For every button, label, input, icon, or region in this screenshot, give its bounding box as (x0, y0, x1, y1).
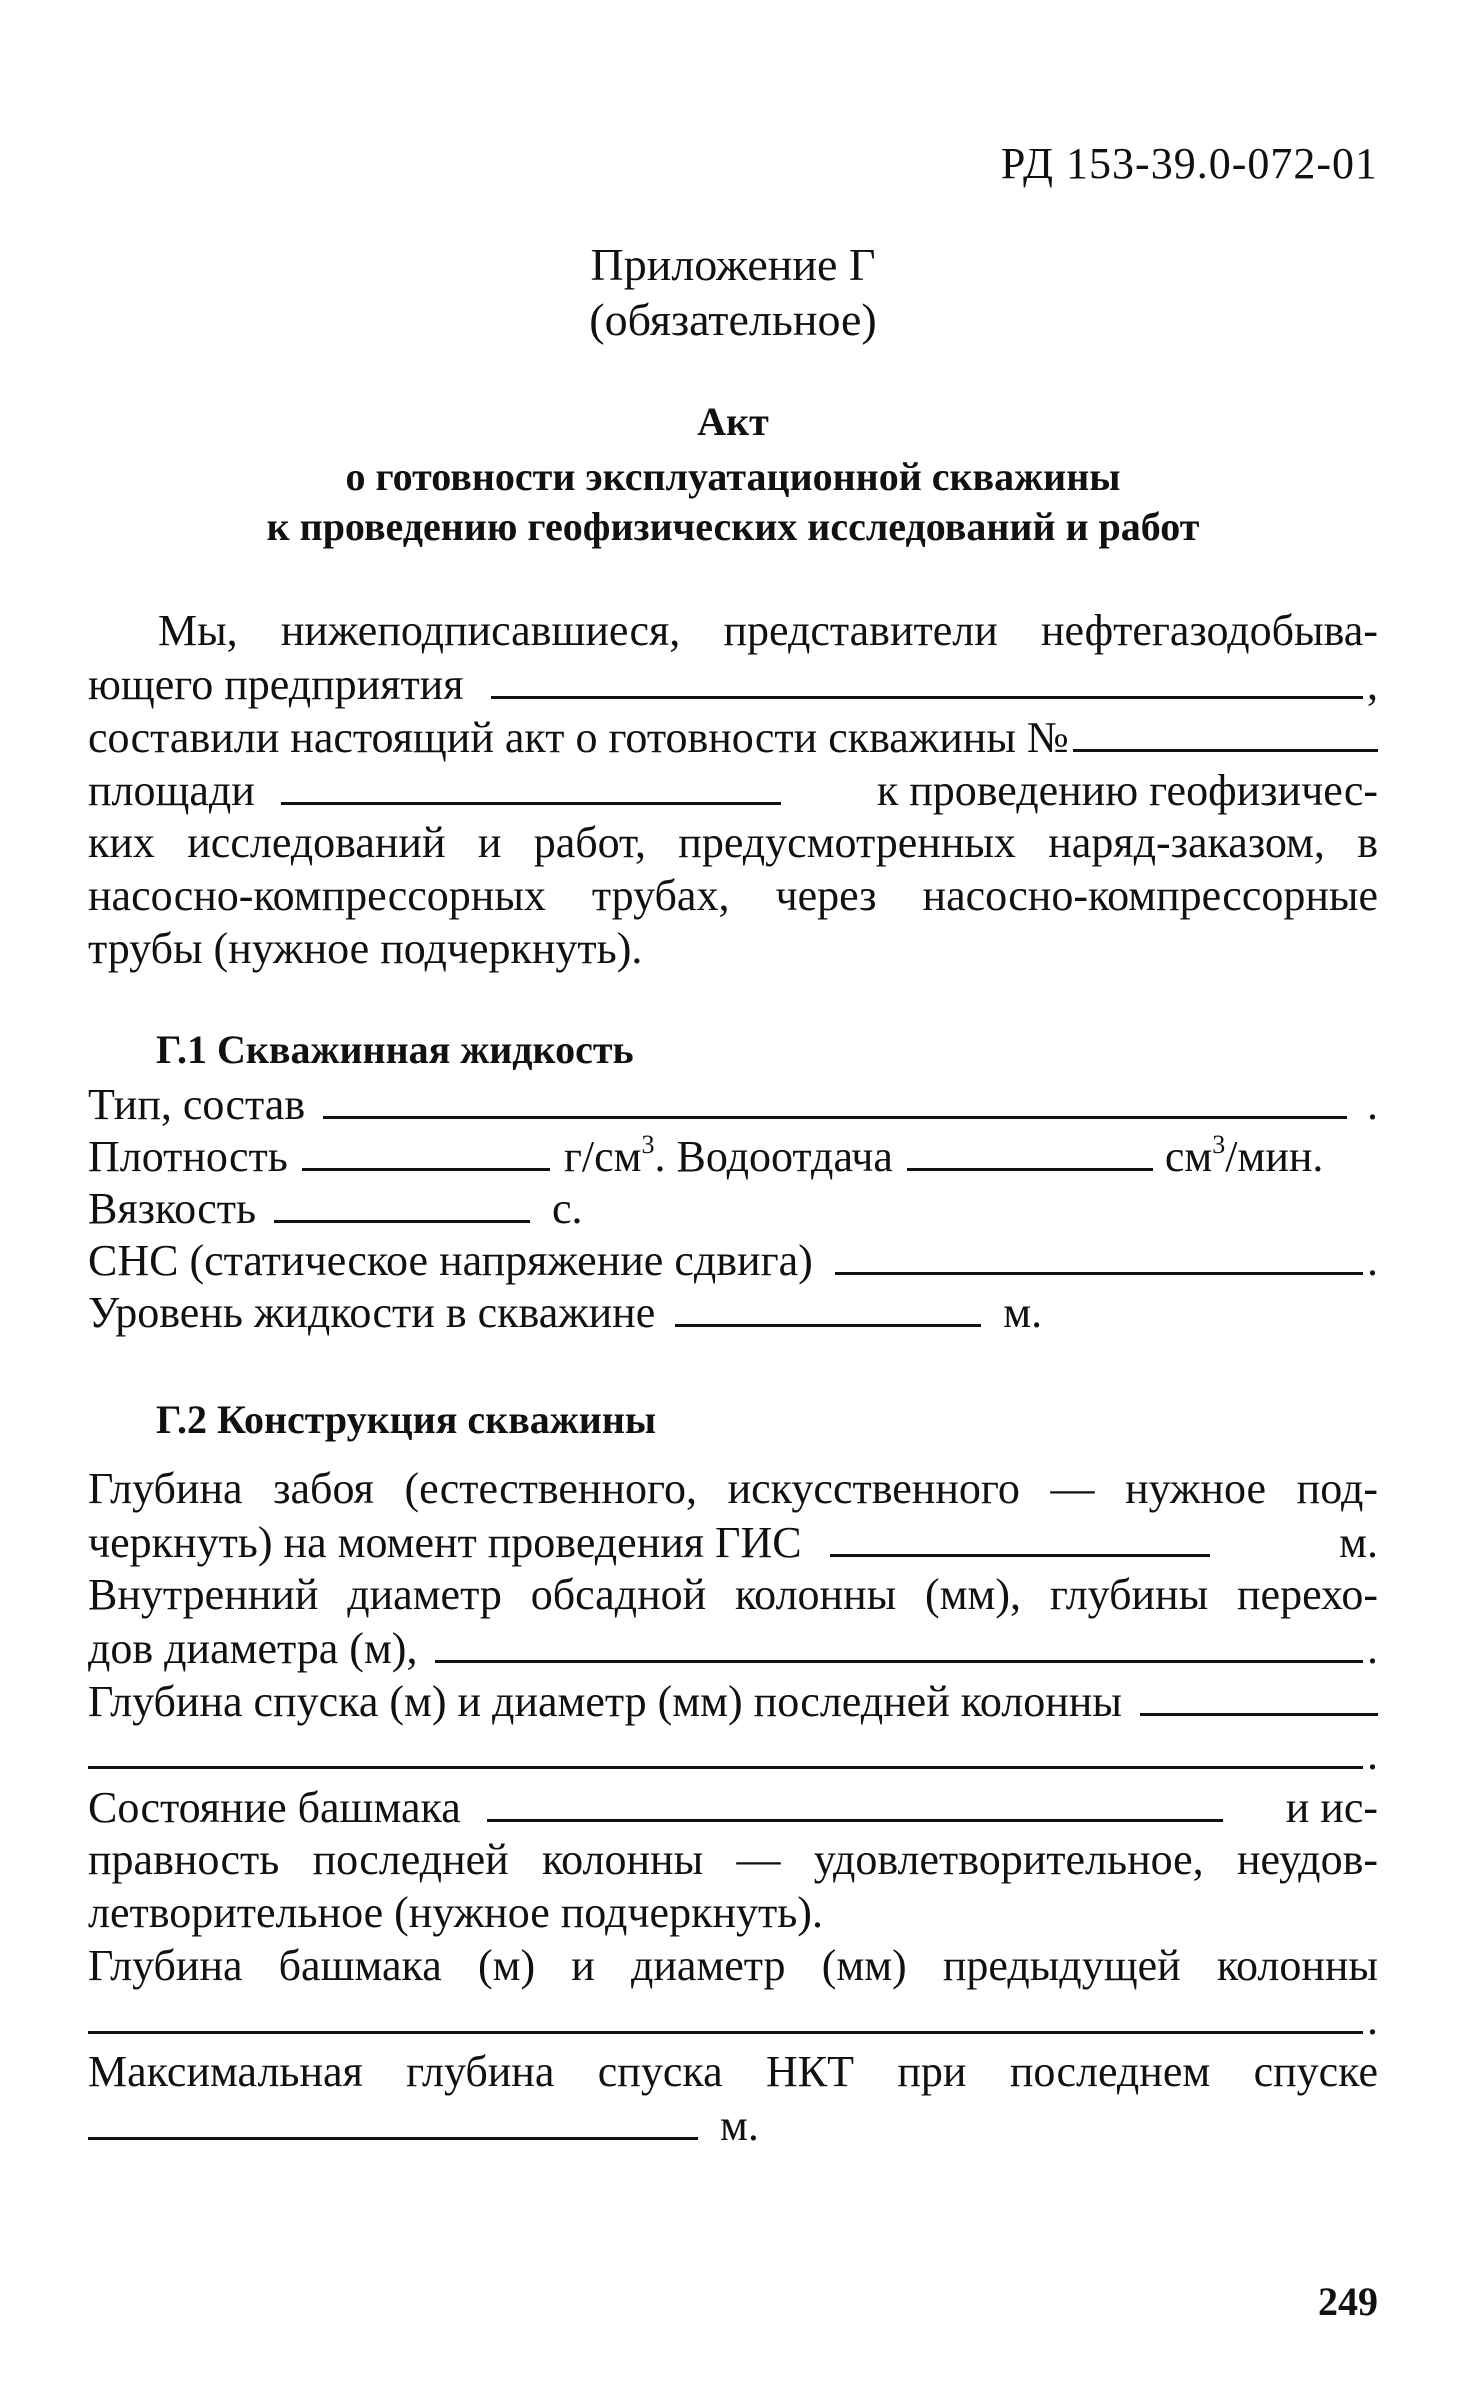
fluid-type-blank[interactable] (323, 1078, 1347, 1119)
intro-line-5: ких исследований и работ, предусмотренных наряд-заказом, в (88, 818, 1378, 867)
sns-label: СНС (статическое напряжение сдвига) (88, 1236, 813, 1285)
act-title-line2: о готовности эксплуатационной скважины (345, 454, 1121, 499)
density-label: Плотность (88, 1132, 288, 1181)
tubing-depth-blank[interactable] (88, 2099, 698, 2140)
intro-line-3 (88, 711, 1378, 763)
last-string-blank-1[interactable] (1140, 1675, 1378, 1716)
bottomhole-label: черкнуть) на момент проведения ГИС (88, 1518, 802, 1567)
fluid-type-end: . (1367, 1080, 1378, 1129)
shoe-state-label: Состояние башмака (88, 1783, 461, 1832)
sns-blank[interactable] (835, 1234, 1363, 1275)
enterprise-blank[interactable] (491, 658, 1363, 699)
density-unit: $г/см^3$ (563, 1130, 655, 1181)
intro-line-1: Мы, нижеподписавшиеся, представители нефтегазодобыва- (158, 606, 1378, 655)
casing-diameter-line-1: Внутренний диаметр обсадной колонны (мм), глубины перехо- (88, 1570, 1378, 1619)
viscosity-line (88, 1182, 1378, 1234)
prev-shoe-line-2 (88, 1993, 1378, 2045)
bottomhole-unit: м. (1339, 1518, 1378, 1567)
page-number: 249 (1318, 2279, 1378, 2324)
tubing-depth-line-2 (88, 2099, 1378, 2151)
sns-line (88, 1234, 1378, 1286)
section2-heading: Г.2 Конструкция скважины (156, 1397, 657, 1442)
area-blank[interactable] (281, 764, 781, 805)
appendix-title: Приложение Г (590, 239, 876, 290)
shoe-state-line-3: летворительное (нужное подчеркнуть). (88, 1888, 823, 1937)
act-title-line3: к проведению геофизических исследований и работ (266, 504, 1200, 549)
shoe-state-blank[interactable] (487, 1781, 1223, 1822)
shoe-state-line-2: правность последней колонны — удовлетворительное, неудов- (88, 1835, 1378, 1884)
fluid-type-label: Тип, состав (88, 1080, 306, 1129)
intro-line-7: трубы (нужное подчеркнуть). (88, 924, 643, 973)
last-string-line-2 (88, 1728, 1378, 1780)
fluid-level-unit: м. (1003, 1288, 1043, 1337)
last-string-blank-2[interactable] (88, 1728, 1363, 1769)
viscosity-blank[interactable] (274, 1182, 530, 1223)
appendix-subtitle: (обязательное) (589, 294, 877, 345)
shoe-state-line-1 (88, 1781, 1378, 1833)
intro-line-6: насосно-компрессорных трубах, через насосно-компрессорные (88, 871, 1378, 920)
document-number: РД 153-39.0-072-01 (1000, 139, 1378, 188)
last-string-label: Глубина спуска (м) и диаметр (мм) последней колонны (88, 1677, 1122, 1726)
fluid-level-line (88, 1286, 1378, 1338)
intro-well-label: составили настоящий акт о готовности скважины № (88, 713, 1069, 762)
shoe-state-tail: и ис- (1285, 1783, 1378, 1832)
prev-shoe-blank[interactable] (88, 1993, 1363, 2034)
water-loss-blank[interactable] (907, 1130, 1153, 1171)
intro-line-4 (88, 764, 1378, 816)
fluid-level-label: Уровень жидкости в скважине (88, 1288, 656, 1337)
intro-line-2 (88, 658, 1378, 710)
tubing-depth-unit: м. (720, 2101, 759, 2150)
density-blank[interactable] (302, 1130, 550, 1171)
bottomhole-depth-blank[interactable] (830, 1516, 1210, 1557)
fluid-type-line (88, 1078, 1378, 1130)
last-string-end: . (1367, 1730, 1378, 1779)
act-title: Акт (697, 399, 769, 444)
document-page (88, 0, 1378, 2385)
bottomhole-line-1: Глубина забоя (естественного, искусственного — нужное под- (88, 1464, 1378, 1513)
casing-diameter-end: . (1367, 1624, 1378, 1673)
water-loss-unit: $см^3$/мин. (1164, 1130, 1324, 1181)
intro-area-label: площади (88, 766, 255, 815)
fluid-level-blank[interactable] (675, 1286, 981, 1327)
density-line (88, 1130, 1378, 1182)
section1-heading: Г.1 Скважинная жидкость (156, 1027, 634, 1072)
intro-enterprise-label: ющего предприятия (88, 660, 464, 709)
intro-comma: , (1367, 660, 1378, 709)
viscosity-unit: с. (552, 1184, 583, 1233)
viscosity-label: Вязкость (88, 1184, 257, 1233)
bottomhole-line-2 (88, 1516, 1378, 1568)
casing-diameter-blank[interactable] (435, 1622, 1363, 1663)
casing-diameter-label: дов диаметра (м), (88, 1624, 418, 1673)
intro-area-tail: к проведению геофизичес- (876, 766, 1378, 815)
casing-diameter-line-2 (88, 1622, 1378, 1674)
prev-shoe-end: . (1367, 1995, 1378, 2044)
tubing-depth-line-1: Максимальная глубина спуска НКТ при последнем спуске (88, 2047, 1378, 2096)
well-number-blank[interactable] (1073, 711, 1378, 752)
last-string-line-1 (88, 1675, 1378, 1727)
water-loss-label: . Водоотдача (654, 1132, 893, 1181)
sns-end: . (1367, 1236, 1378, 1285)
prev-shoe-line-1: Глубина башмака (м) и диаметр (мм) предыдущей колонны (88, 1941, 1378, 1990)
